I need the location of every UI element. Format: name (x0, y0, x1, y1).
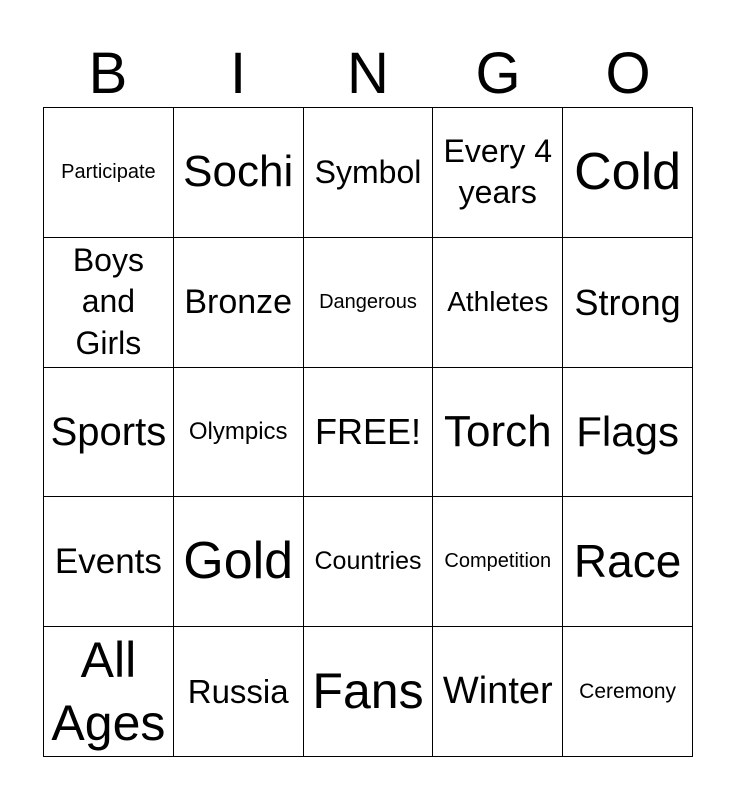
bingo-cell[interactable] (174, 238, 304, 368)
bingo-cell[interactable] (174, 368, 304, 498)
bingo-header (43, 40, 693, 108)
cell-label: Symbol (314, 154, 422, 190)
cell-label: Cold (574, 142, 682, 201)
bingo-cell[interactable] (563, 238, 693, 368)
cell-label: Boys and Girls (72, 241, 144, 361)
bingo-cell[interactable] (44, 108, 174, 238)
cell-label: Sports (50, 409, 167, 454)
bingo-cell[interactable] (563, 497, 693, 627)
cell-label: Race (573, 535, 682, 588)
bingo-cell[interactable] (304, 368, 434, 498)
cell-label: Flags (576, 407, 679, 455)
bingo-cell[interactable] (433, 497, 563, 627)
header-letter-n: N (347, 41, 389, 106)
header-letter-b: B (88, 41, 128, 106)
bingo-cell[interactable] (304, 627, 434, 757)
bingo-cell[interactable] (174, 627, 304, 757)
bingo-cell[interactable] (433, 368, 563, 498)
bingo-cell[interactable] (304, 238, 434, 368)
bingo-cell[interactable] (304, 108, 434, 238)
cell-label: Bronze (184, 282, 293, 321)
bingo-cell[interactable] (433, 238, 563, 368)
bingo-cell[interactable] (433, 108, 563, 238)
cell-label: Gold (183, 531, 294, 590)
bingo-card-grid (43, 107, 693, 757)
bingo-cell[interactable] (44, 627, 174, 757)
header-letter-g: G (475, 41, 521, 106)
cell-label: Athletes (447, 286, 549, 318)
cell-label: Events (54, 541, 162, 581)
cell-label: Russia (187, 672, 289, 710)
bingo-cell[interactable] (304, 497, 434, 627)
cell-label: Ceremony (579, 679, 677, 703)
cell-label: FREE! (314, 411, 421, 453)
cell-label: Strong (574, 281, 681, 323)
bingo-cell[interactable] (44, 238, 174, 368)
cell-label: Winter (442, 669, 553, 712)
bingo-cell[interactable] (563, 368, 693, 498)
cell-label: Every 4 years (443, 132, 553, 211)
cell-label: All Ages (51, 632, 166, 751)
bingo-cell[interactable] (44, 497, 174, 627)
bingo-cell[interactable] (174, 497, 304, 627)
bingo-cell[interactable] (433, 627, 563, 757)
bingo-cell[interactable] (44, 368, 174, 498)
bingo-cell[interactable] (174, 108, 304, 238)
cell-label: Competition (444, 550, 552, 573)
header-letter-i: I (229, 41, 247, 106)
cell-label: Sochi (183, 147, 294, 197)
cell-label: Torch (443, 406, 552, 456)
header-letter-o: O (605, 41, 651, 106)
cell-label: Participate (61, 160, 156, 183)
cell-label: Fans (312, 662, 424, 719)
cell-label: Olympics (188, 418, 288, 446)
cell-label: Countries (314, 547, 422, 576)
cell-label: Dangerous (319, 290, 417, 313)
bingo-cell[interactable] (563, 108, 693, 238)
bingo-cell[interactable] (563, 627, 693, 757)
